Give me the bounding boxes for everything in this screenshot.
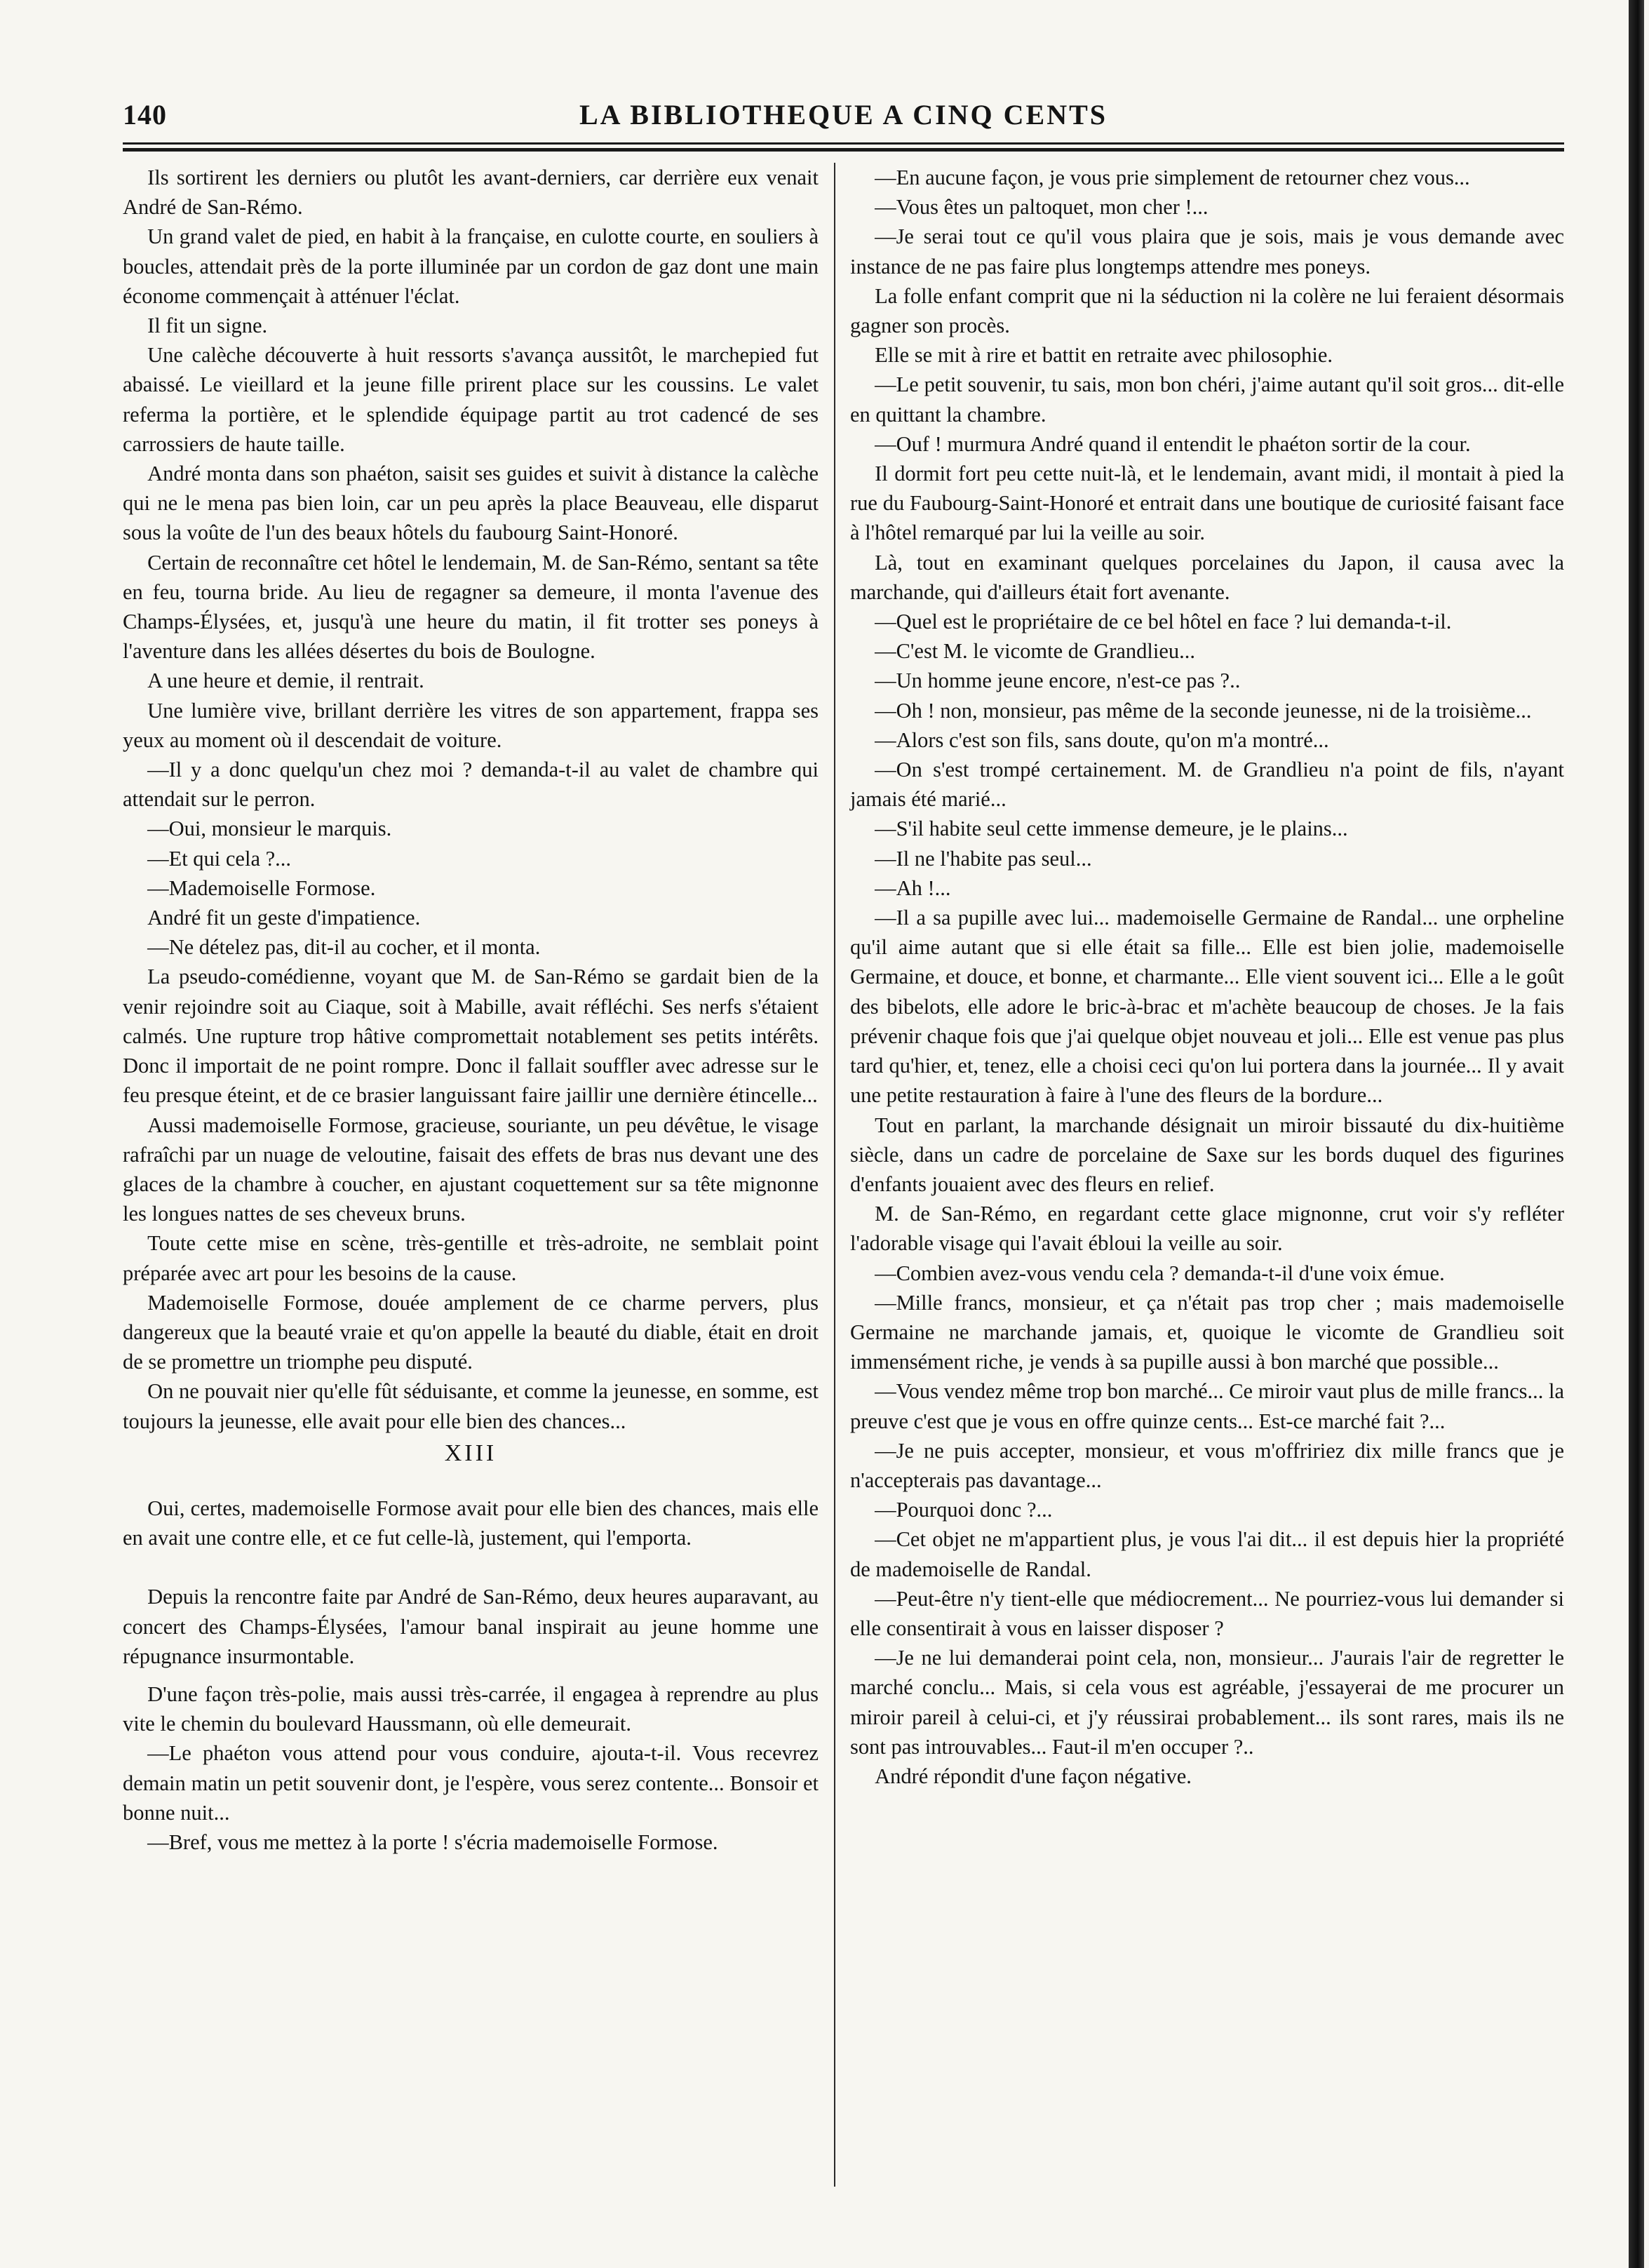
dialogue-line: —Il ne l'habite pas seul... [875, 846, 1092, 871]
dialogue-line: —Et qui cela ?... [147, 846, 292, 871]
header-rule-thick [123, 148, 1564, 152]
paragraph: La folle enfant comprit que ni la séduction ni la colère ne lui feraient désormais gagner son procès. [850, 283, 1564, 338]
chapter-heading: XIII [444, 1440, 497, 1466]
page-number: 140 [123, 99, 167, 130]
dialogue-line: —Je serai tout ce qu'il vous plaira que je sois, mais je vous demande avec instance de ne pas faire plus longtemps attendre mes poneys. [850, 224, 1564, 279]
paragraph: Toute cette mise en scène, très-gentille et très-adroite, ne semblait point préparée avec art pour les besoins de la cause. [123, 1231, 819, 1285]
paragraph: M. de San-Rémo, en regardant cette glace mignonne, crut voir s'y refléter l'adorable visage qui l'avait ébloui la veille au soir. [850, 1202, 1564, 1256]
dialogue-line: —Je ne lui demanderai point cela, non, monsieur... J'aurais l'air de regretter le marché conclu... Mais, si cela vous est agréable, j'essayerai de me procurer un miroir pareil à celui-ci, et j'y réussirai probablement... ils sont rares, mais ils ne sont pas introuvables... Faut-il m'en occuper ?.. [850, 1646, 1564, 1759]
paragraph: Une lumière vive, brillant derrière les vitres de son appartement, frappa ses yeux au moment où il descendait de voiture. [123, 698, 819, 752]
dialogue-line: —Oui, monsieur le marquis. [147, 817, 392, 841]
right-column [850, 163, 1564, 1791]
dialogue-line: —Je ne puis accepter, monsieur, et vous m'offririez dix mille francs que je n'accepterais pas davantage... [850, 1438, 1564, 1492]
dialogue-line: —Ouf ! murmura André quand il entendit le phaéton sortir de la cour. [875, 431, 1471, 456]
paragraph: André fit un geste d'impatience. [147, 906, 421, 930]
paragraph: Il dormit fort peu cette nuit-là, et le lendemain, avant midi, il montait à pied la rue du Faubourg-Saint-Honoré et entrait dans une boutique de curiosité faisant face à l'hôtel remarqué par lui la veille au soir. [850, 462, 1564, 545]
dialogue-line: —Mille francs, monsieur, et ça n'était pas trop cher ; mais mademoiselle Germaine ne marchande jamais, et, quoique le vicomte de Grandlieu soit immensément riche, je vends à sa pupille aussi à bon marché que possible... [850, 1290, 1564, 1374]
dialogue-line: —On s'est trompé certainement. M. de Grandlieu n'a point de fils, n'ayant jamais été marié... [850, 758, 1564, 812]
paragraph: Aussi mademoiselle Formose, gracieuse, souriante, un peu dévêtue, le visage rafraîchi par un nuage de veloutine, faisait des effets de bras nus devant une des glaces de la chambre à coucher, en ajustant coquettement sur sa tête mignonne les longues nattes de ses cheveux bruns. [123, 1113, 819, 1226]
paragraph: André répondit d'une façon négative. [875, 1764, 1192, 1788]
dialogue-line: —Cet objet ne m'appartient plus, je vous l'ai dit... il est depuis hier la propriété de mademoiselle de Randal. [850, 1527, 1564, 1581]
dialogue-line: —Combien avez-vous vendu cela ? demanda-t-il d'une voix émue. [875, 1261, 1445, 1285]
dialogue-line: —Ne dételez pas, dit-il au cocher, et il monta. [147, 935, 541, 960]
left-column [123, 163, 819, 1857]
dialogue-line: —Vous êtes un paltoquet, mon cher !... [875, 195, 1209, 220]
paragraph: Un grand valet de pied, en habit à la française, en culotte courte, en souliers à boucles, attendait près de la porte illuminée par un cordon de gaz dont une main économe commençait à atténuer l'éclat. [123, 224, 819, 308]
dialogue-line: —Ah !... [875, 875, 951, 900]
paragraph: Depuis la rencontre faite par André de San-Rémo, deux heures auparavant, au concert des Champs-Élysées, l'amour banal inspirait au jeune homme une répugnance insurmontable. [123, 1585, 819, 1668]
dialogue-line: —Quel est le propriétaire de ce bel hôtel en face ? lui demanda-t-il. [875, 610, 1452, 634]
dialogue-line: —Pourquoi donc ?... [875, 1498, 1053, 1522]
dialogue-line: —S'il habite seul cette immense demeure, je le plains... [875, 817, 1348, 841]
paragraph: Une calèche découverte à huit ressorts s'avança aussitôt, le marchepied fut abaissé. Le vieillard et la jeune fille prirent place sur les coussins. Le valet referma la portière, et le splendide équipage partit au trot cadencé de ses carrossiers de haute taille. [123, 343, 819, 456]
paragraph: Il fit un signe. [147, 314, 268, 338]
paragraph: Oui, certes, mademoiselle Formose avait pour elle bien des chances, mais elle en avait une contre elle, et ce fut celle-là, justement, qui l'emporta. [123, 1496, 819, 1550]
dialogue-line: —Peut-être n'y tient-elle que médiocrement... Ne pourriez-vous lui demander si elle consentirait à vous en laisser disposer ? [850, 1586, 1564, 1640]
running-title: LA BIBLIOTHEQUE A CINQ CENTS [579, 99, 1108, 130]
dialogue-line: —En aucune façon, je vous prie simplement de retourner chez vous... [875, 166, 1470, 189]
header-rule-thin [123, 142, 1564, 145]
paragraph: La pseudo-comédienne, voyant que M. de San-Rémo se gardait bien de la venir rejoindre soit au Ciaque, soit à Mabille, avait réfléchi. Ses nerfs s'étaient calmés. Une rupture trop hâtive compromettait notablement ses petits intérêts. Donc il importait de ne point rompre. Donc il fallait souffler avec adresse sur le feu presque éteint, et de ce brasier languissant faire jaillir une dernière étincelle... [123, 965, 819, 1108]
dialogue-line: —Le petit souvenir, tu sais, mon bon chéri, j'aime autant qu'il soit gros... dit-elle en quittant la chambre. [850, 373, 1564, 427]
dialogue-line: —Un homme jeune encore, n'est-ce pas ?.. [875, 669, 1241, 693]
paragraph: Tout en parlant, la marchande désignait un miroir bissauté du dix-huitième siècle, dans un cadre de porcelaine de Saxe sur les bords duquel des figurines d'enfants jouaient avec des fleurs en relief. [850, 1113, 1564, 1196]
dialogue-line: —Alors c'est son fils, sans doute, qu'on m'a montré... [875, 727, 1329, 752]
dialogue-line: —Vous vendez même trop bon marché... Ce miroir vaut plus de mille francs... la preuve c'est que je vous en offre quinze cents... Est-ce marché fait ?... [850, 1379, 1564, 1433]
paragraph: André monta dans son phaéton, saisit ses guides et suivit à distance la calèche qui ne le mena pas bien loin, car un peu après la place Beauveau, elle disparut sous la voûte de l'un des beaux hôtels du faubourg Saint-Honoré. [123, 462, 819, 545]
page-header [123, 98, 1564, 140]
dialogue-line: —Il a sa pupille avec lui... mademoiselle Germaine de Randal... une orpheline qu'il aime autant que si elle était sa fille... Elle est bien jolie, mademoiselle Germaine, et douce, et bonne, et charmante... Elle vient souvent ici... Elle a le goût des bibelots, elle adore le bric-à-brac et m'achète beaucoup de choses. Je la fais prévenir chaque fois que j'ai quelque objet nouveau et joli... Elle est venue pas plus tard qu'hier, et, tenez, elle a choisi ceci qu'on lui portera dans la journée... Il y avait une petite restauration à faire à l'une des fleurs de la bordure... [850, 906, 1564, 1108]
dialogue-line: —Oh ! non, monsieur, pas même de la seconde jeunesse, ni de la troisième... [875, 698, 1532, 723]
paragraph: Certain de reconnaître cet hôtel le lendemain, M. de San-Rémo, sentant sa tête en feu, tourna bride. Au lieu de regagner sa demeure, il monta l'avenue des Champs-Élysées, et, jusqu'à une heure du matin, il fit trotter ses poneys à l'aventure dans les allées désertes du bois de Boulogne. [123, 550, 819, 664]
paragraph: Ils sortirent les derniers ou plutôt les avant-derniers, car derrière eux venait André de San-Rémo. [123, 166, 819, 220]
paragraph: On ne pouvait nier qu'elle fût séduisante, et comme la jeunesse, en somme, est toujours la jeunesse, elle avait pour elle bien des chances... [123, 1379, 819, 1433]
column-divider [834, 163, 835, 2187]
dialogue-line: —Il y a donc quelqu'un chez moi ? demanda-t-il au valet de chambre qui attendait sur le perron. [123, 758, 819, 812]
paragraph: A une heure et demie, il rentrait. [147, 669, 424, 693]
dialogue-line: —Bref, vous me mettez à la porte ! s'écria mademoiselle Formose. [147, 1830, 718, 1854]
dialogue-line: —Le phaéton vous attend pour vous conduire, ajouta-t-il. Vous recevrez demain matin un petit souvenir dont, je l'espère, vous serez contente... Bonsoir et bonne nuit... [123, 1741, 819, 1825]
page-edge-shadow [1629, 0, 1644, 2268]
paragraph: Là, tout en examinant quelques porcelaines du Japon, il causa avec la marchande, qui d'ailleurs était fort avenante. [850, 550, 1564, 604]
dialogue-line: —Mademoiselle Formose. [147, 875, 376, 900]
dialogue-line: —C'est M. le vicomte de Grandlieu... [875, 639, 1196, 664]
paragraph: D'une façon très-polie, mais aussi très-carrée, il engagea à reprendre au plus vite le chemin du boulevard Haussmann, où elle demeurait. [123, 1682, 819, 1736]
paragraph: Mademoiselle Formose, douée amplement de ce charme pervers, plus dangereux que la beauté vraie et qu'on appelle la beauté du diable, était en droit de se promettre un triomphe peu disputé. [123, 1290, 819, 1374]
paragraph: Elle se mit à rire et battit en retraite avec philosophie. [875, 343, 1333, 368]
